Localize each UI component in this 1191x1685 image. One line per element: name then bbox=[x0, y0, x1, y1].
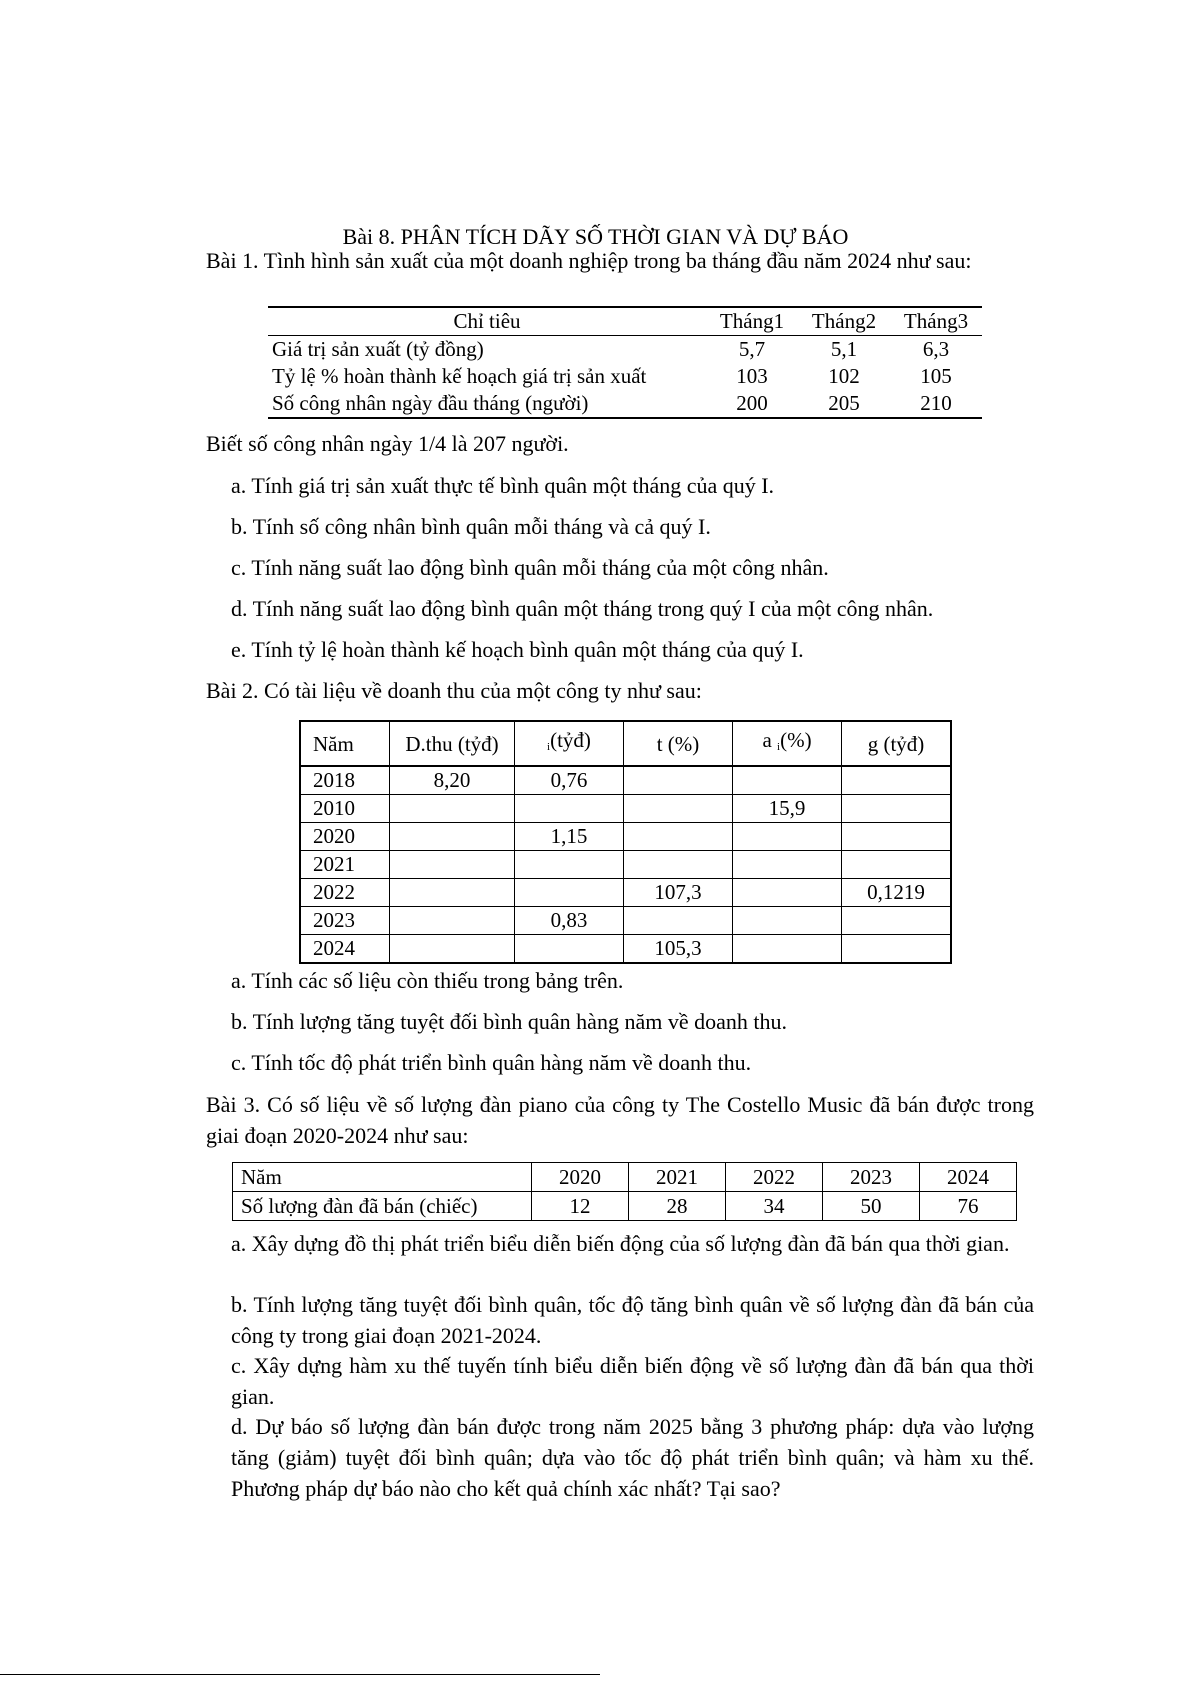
table-cell bbox=[842, 766, 952, 795]
table-cell: 103 bbox=[736, 364, 768, 388]
table-cell: 105 bbox=[920, 364, 952, 388]
bai3-item-d: d. Dự báo số lượng đàn bán được trong năm 2025 bằng 3 phương pháp: dựa vào lượng tăng (giảm) tuyệt đối bình quân; dựa vào tốc độ phát triển bình quân; và hàm xu thế. Phương pháp dự báo nào cho kết quả chính xác nhất? Tại sao? bbox=[231, 1414, 1034, 1501]
table-header-cell: Chỉ tiêu bbox=[268, 307, 706, 336]
bai3-item-b: b. Tính lượng tăng tuyệt đối bình quân, tốc độ tăng bình quân về số lượng đàn đã bán của công ty trong giai đoạn 2021-2024. bbox=[231, 1292, 1034, 1348]
table-header-cell: g (tỷđ) bbox=[842, 721, 952, 766]
bai3-item-c: c. Xây dựng hàm xu thế tuyến tính biểu diễn biến động về số lượng đàn đã bán qua thời gian. bbox=[231, 1353, 1034, 1409]
table-cell bbox=[842, 935, 952, 964]
table-cell bbox=[624, 907, 733, 935]
table-row bbox=[300, 879, 951, 907]
bai2-item-b: b. Tính lượng tăng tuyệt đối bình quân hàng năm về doanh thu. bbox=[231, 1009, 787, 1034]
bai2-item-c: c. Tính tốc độ phát triển bình quân hàng năm về doanh thu. bbox=[231, 1050, 752, 1075]
table-cell: 2020 bbox=[532, 1163, 629, 1192]
page-title: Bài 8. PHÂN TÍCH DÃY SỐ THỜI GIAN VÀ DỰ BÁO bbox=[342, 224, 849, 249]
table-header-cell: D.thu (tỷđ) bbox=[390, 721, 515, 766]
table-header-cell: Năm bbox=[300, 721, 390, 766]
table-cell: Số công nhân ngày đầu tháng (người) bbox=[268, 390, 706, 418]
table-row bbox=[268, 390, 982, 418]
table-cell bbox=[733, 907, 842, 935]
table-header-cell: Tháng2 bbox=[798, 307, 890, 336]
table-cell: 2022 bbox=[726, 1163, 823, 1192]
table-cell: 0,76 bbox=[515, 766, 624, 795]
table-row bbox=[233, 1192, 1017, 1221]
table-cell: 1,15 bbox=[515, 823, 624, 851]
table-row bbox=[300, 766, 951, 795]
table-cell: 107,3 bbox=[624, 879, 733, 907]
bai1-item-a: a. Tính giá trị sản xuất thực tế bình quân một tháng của quý I. bbox=[231, 473, 775, 498]
table-cell: Giá trị sản xuất (tỷ đồng) bbox=[272, 337, 484, 361]
bai2-intro: Bài 2. Có tài liệu về doanh thu của một công ty như sau: bbox=[206, 678, 702, 703]
table-cell: 50 bbox=[823, 1192, 920, 1221]
table-row bbox=[300, 935, 951, 964]
table-cell bbox=[390, 823, 515, 851]
table-cell: Năm bbox=[233, 1163, 532, 1192]
table-cell bbox=[390, 935, 515, 964]
table-cell: 2023 bbox=[823, 1163, 920, 1192]
table-cell: 12 bbox=[532, 1192, 629, 1221]
table-cell: 2022 bbox=[300, 879, 390, 907]
table-header-row bbox=[268, 307, 982, 336]
table-cell: 2018 bbox=[300, 766, 390, 795]
bai3-intro: Bài 3. Có số liệu về số lượng đàn piano của công ty The Costello Music đã bán được trong giai đoạn 2020-2024 như sau: bbox=[206, 1092, 1034, 1148]
table-cell bbox=[733, 851, 842, 879]
table-cell: 6,3 bbox=[922, 337, 950, 361]
table-cell bbox=[624, 766, 733, 795]
table-cell: 2024 bbox=[300, 935, 390, 964]
table-cell: 2020 bbox=[300, 823, 390, 851]
footer-rule bbox=[0, 1674, 600, 1675]
table-cell: 105,3 bbox=[624, 935, 733, 964]
table-cell: 28 bbox=[629, 1192, 726, 1221]
table-header-cell: $_i$(tỷđ) bbox=[515, 721, 624, 766]
table-row bbox=[300, 907, 951, 935]
table-cell: 2023 bbox=[300, 907, 390, 935]
table-cell: 5,1 bbox=[830, 337, 858, 361]
table-cell: 2024 bbox=[920, 1163, 1017, 1192]
bai1-table bbox=[268, 306, 982, 419]
table-row bbox=[233, 1163, 1017, 1192]
table-cell: Tỷ lệ % hoàn thành kế hoạch giá trị sản xuất bbox=[272, 364, 647, 388]
bai3-item-a: a. Xây dựng đồ thị phát triển biểu diễn biến động của số lượng đàn đã bán qua thời gian. bbox=[231, 1231, 1010, 1256]
table-cell: 210 bbox=[890, 390, 982, 418]
table-cell bbox=[624, 851, 733, 879]
table-cell: 0,83 bbox=[515, 907, 624, 935]
table-cell bbox=[842, 851, 952, 879]
table-cell: Số lượng đàn đã bán (chiếc) bbox=[233, 1192, 532, 1221]
table-cell bbox=[390, 879, 515, 907]
bai3-table bbox=[232, 1162, 1017, 1221]
table-row bbox=[300, 851, 951, 879]
table-cell bbox=[842, 823, 952, 851]
bai2-table bbox=[299, 720, 952, 964]
table-cell bbox=[624, 795, 733, 823]
table-cell: 76 bbox=[920, 1192, 1017, 1221]
bai1-item-c: c. Tính năng suất lao động bình quân mỗi tháng của một công nhân. bbox=[231, 555, 829, 580]
table-cell: 102 bbox=[828, 364, 860, 388]
table-cell: 2021 bbox=[629, 1163, 726, 1192]
table-cell bbox=[390, 907, 515, 935]
table-cell: 0,1219 bbox=[842, 879, 952, 907]
table-cell: 15,9 bbox=[733, 795, 842, 823]
table-cell bbox=[733, 766, 842, 795]
table-cell: 205 bbox=[798, 390, 890, 418]
table-cell bbox=[515, 935, 624, 964]
table-cell bbox=[515, 851, 624, 879]
bai1-item-e: e. Tính tỷ lệ hoàn thành kế hoạch bình quân một tháng của quý I. bbox=[231, 637, 804, 662]
bai1-item-d: d. Tính năng suất lao động bình quân một tháng trong quý I của một công nhân. bbox=[231, 596, 934, 621]
bai2-item-a: a. Tính các số liệu còn thiếu trong bảng trên. bbox=[231, 968, 624, 993]
table-cell bbox=[733, 879, 842, 907]
table-cell bbox=[390, 851, 515, 879]
table-cell bbox=[390, 795, 515, 823]
table-cell bbox=[515, 795, 624, 823]
table-cell bbox=[733, 823, 842, 851]
bai1-item-b: b. Tính số công nhân bình quân mỗi tháng và cả quý I. bbox=[231, 514, 711, 539]
table-cell bbox=[515, 879, 624, 907]
table-row bbox=[268, 336, 982, 364]
table-header-cell: Tháng1 bbox=[706, 307, 798, 336]
table-header-cell: Tháng3 bbox=[890, 307, 982, 336]
table-cell bbox=[733, 935, 842, 964]
table-cell: 5,7 bbox=[738, 337, 766, 361]
table-cell bbox=[842, 907, 952, 935]
table-header-cell: a $_i$(%) bbox=[733, 721, 842, 766]
bai1-note: Biết số công nhân ngày 1/4 là 207 người. bbox=[206, 431, 569, 456]
bai1-intro: Bài 1. Tình hình sản xuất của một doanh nghiệp trong ba tháng đầu năm 2024 như sau: bbox=[206, 248, 972, 273]
table-header-cell: t (%) bbox=[624, 721, 733, 766]
table-row bbox=[300, 795, 951, 823]
table-cell: 2021 bbox=[300, 851, 390, 879]
table-header-row bbox=[300, 721, 951, 766]
table-row bbox=[268, 363, 982, 390]
table-cell bbox=[842, 795, 952, 823]
table-cell bbox=[624, 823, 733, 851]
table-cell: 200 bbox=[706, 390, 798, 418]
table-cell: 8,20 bbox=[390, 766, 515, 795]
table-cell: 34 bbox=[726, 1192, 823, 1221]
table-cell: 2010 bbox=[300, 795, 390, 823]
table-row bbox=[300, 823, 951, 851]
